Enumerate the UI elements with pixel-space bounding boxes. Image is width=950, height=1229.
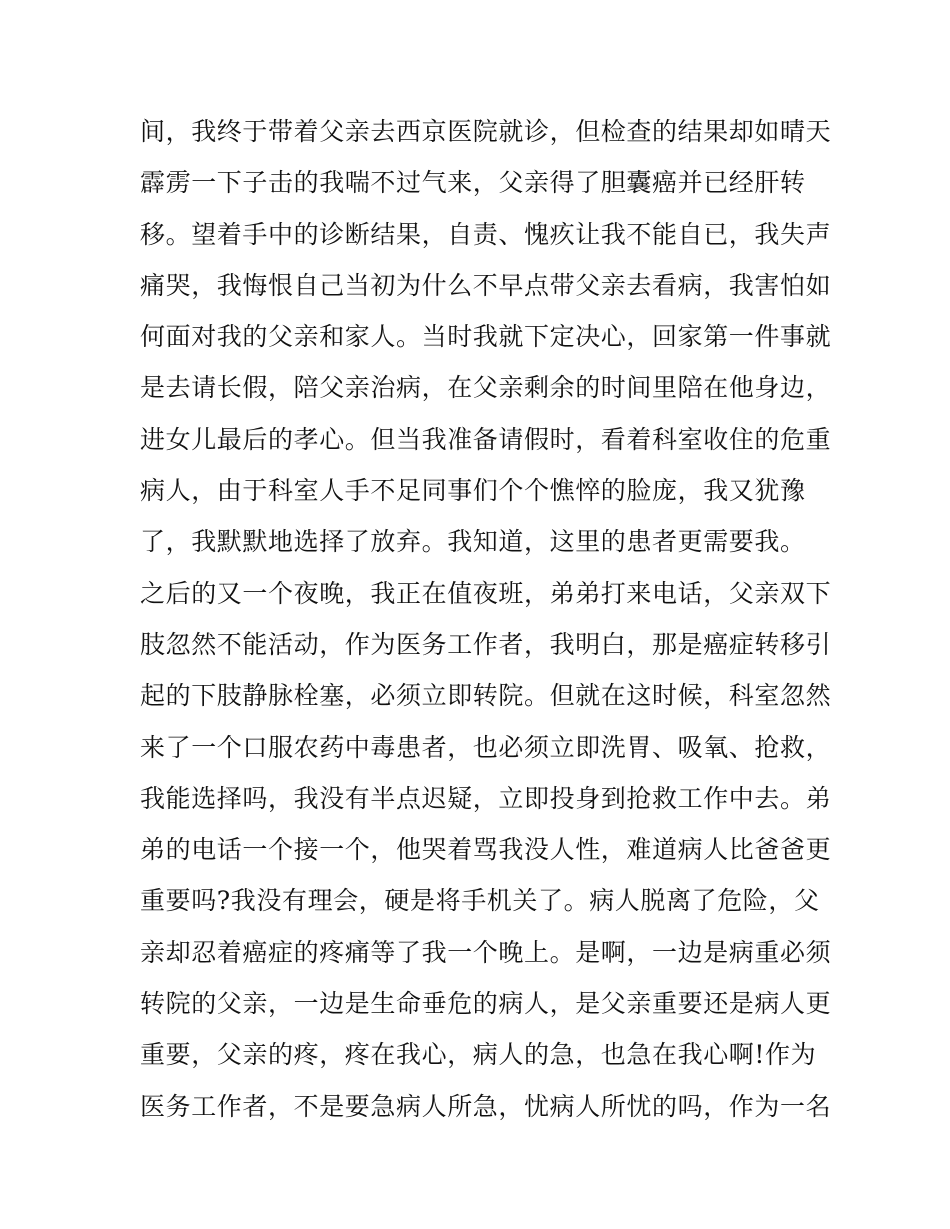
text-line: 医务工作者，不是要急病人所急，忧病人所忧的吗，作为一名 xyxy=(140,1091,832,1121)
text-line: 起的下肢静脉栓塞，必须立即转院。但就在这时候，科室忽然 xyxy=(140,681,832,711)
text-line: 之后的又一个夜晚，我正在值夜班，弟弟打来电话，父亲双下 xyxy=(140,578,832,608)
text-line: 霹雳一下子击的我喘不过气来，父亲得了胆囊癌并已经肝转 xyxy=(140,168,806,198)
text-line: 了，我默默地选择了放弃。我知道，这里的患者更需要我。 xyxy=(140,527,806,557)
text-line: 移。望着手中的诊断结果，自责、愧疚让我不能自已，我失声 xyxy=(140,219,832,249)
text-line: 弟的电话一个接一个，他哭着骂我没人性，难道病人比爸爸更 xyxy=(140,835,832,865)
text-line: 亲却忍着癌症的疼痛等了我一个晚上。是啊，一边是病重必须 xyxy=(140,937,832,967)
text-line: 进女儿最后的孝心。但当我准备请假时，看着科室收住的危重 xyxy=(140,424,832,454)
text-line: 是去请长假，陪父亲治病，在父亲剩余的时间里陪在他身边， xyxy=(140,373,832,403)
text-line: 病人，由于科室人手不足同事们个个憔悴的脸庞，我又犹豫 xyxy=(140,476,806,506)
text-line: 间，我终于带着父亲去西京医院就诊，但检查的结果却如晴天 xyxy=(140,117,832,146)
text-line: 重要，父亲的疼，疼在我心，病人的急，也急在我心啊!作为 xyxy=(140,1040,817,1070)
text-line: 何面对我的父亲和家人。当时我就下定决心，回家第一件事就 xyxy=(140,322,832,352)
text-line: 转院的父亲，一边是生命垂危的病人，是父亲重要还是病人更 xyxy=(140,989,832,1019)
text-line: 来了一个口服农药中毒患者，也必须立即洗胃、吸氧、抢救， xyxy=(140,732,832,762)
text-line: 肢忽然不能活动，作为医务工作者，我明白，那是癌症转移引 xyxy=(140,629,832,659)
body-text xyxy=(140,106,832,1132)
text-line: 痛哭，我悔恨自己当初为什么不早点带父亲去看病，我害怕如 xyxy=(140,270,832,300)
text-line: 重要吗?我没有理会，硬是将手机关了。病人脱离了危险，父 xyxy=(140,886,820,916)
text-line: 我能选择吗，我没有半点迟疑，立即投身到抢救工作中去。弟 xyxy=(140,783,832,813)
